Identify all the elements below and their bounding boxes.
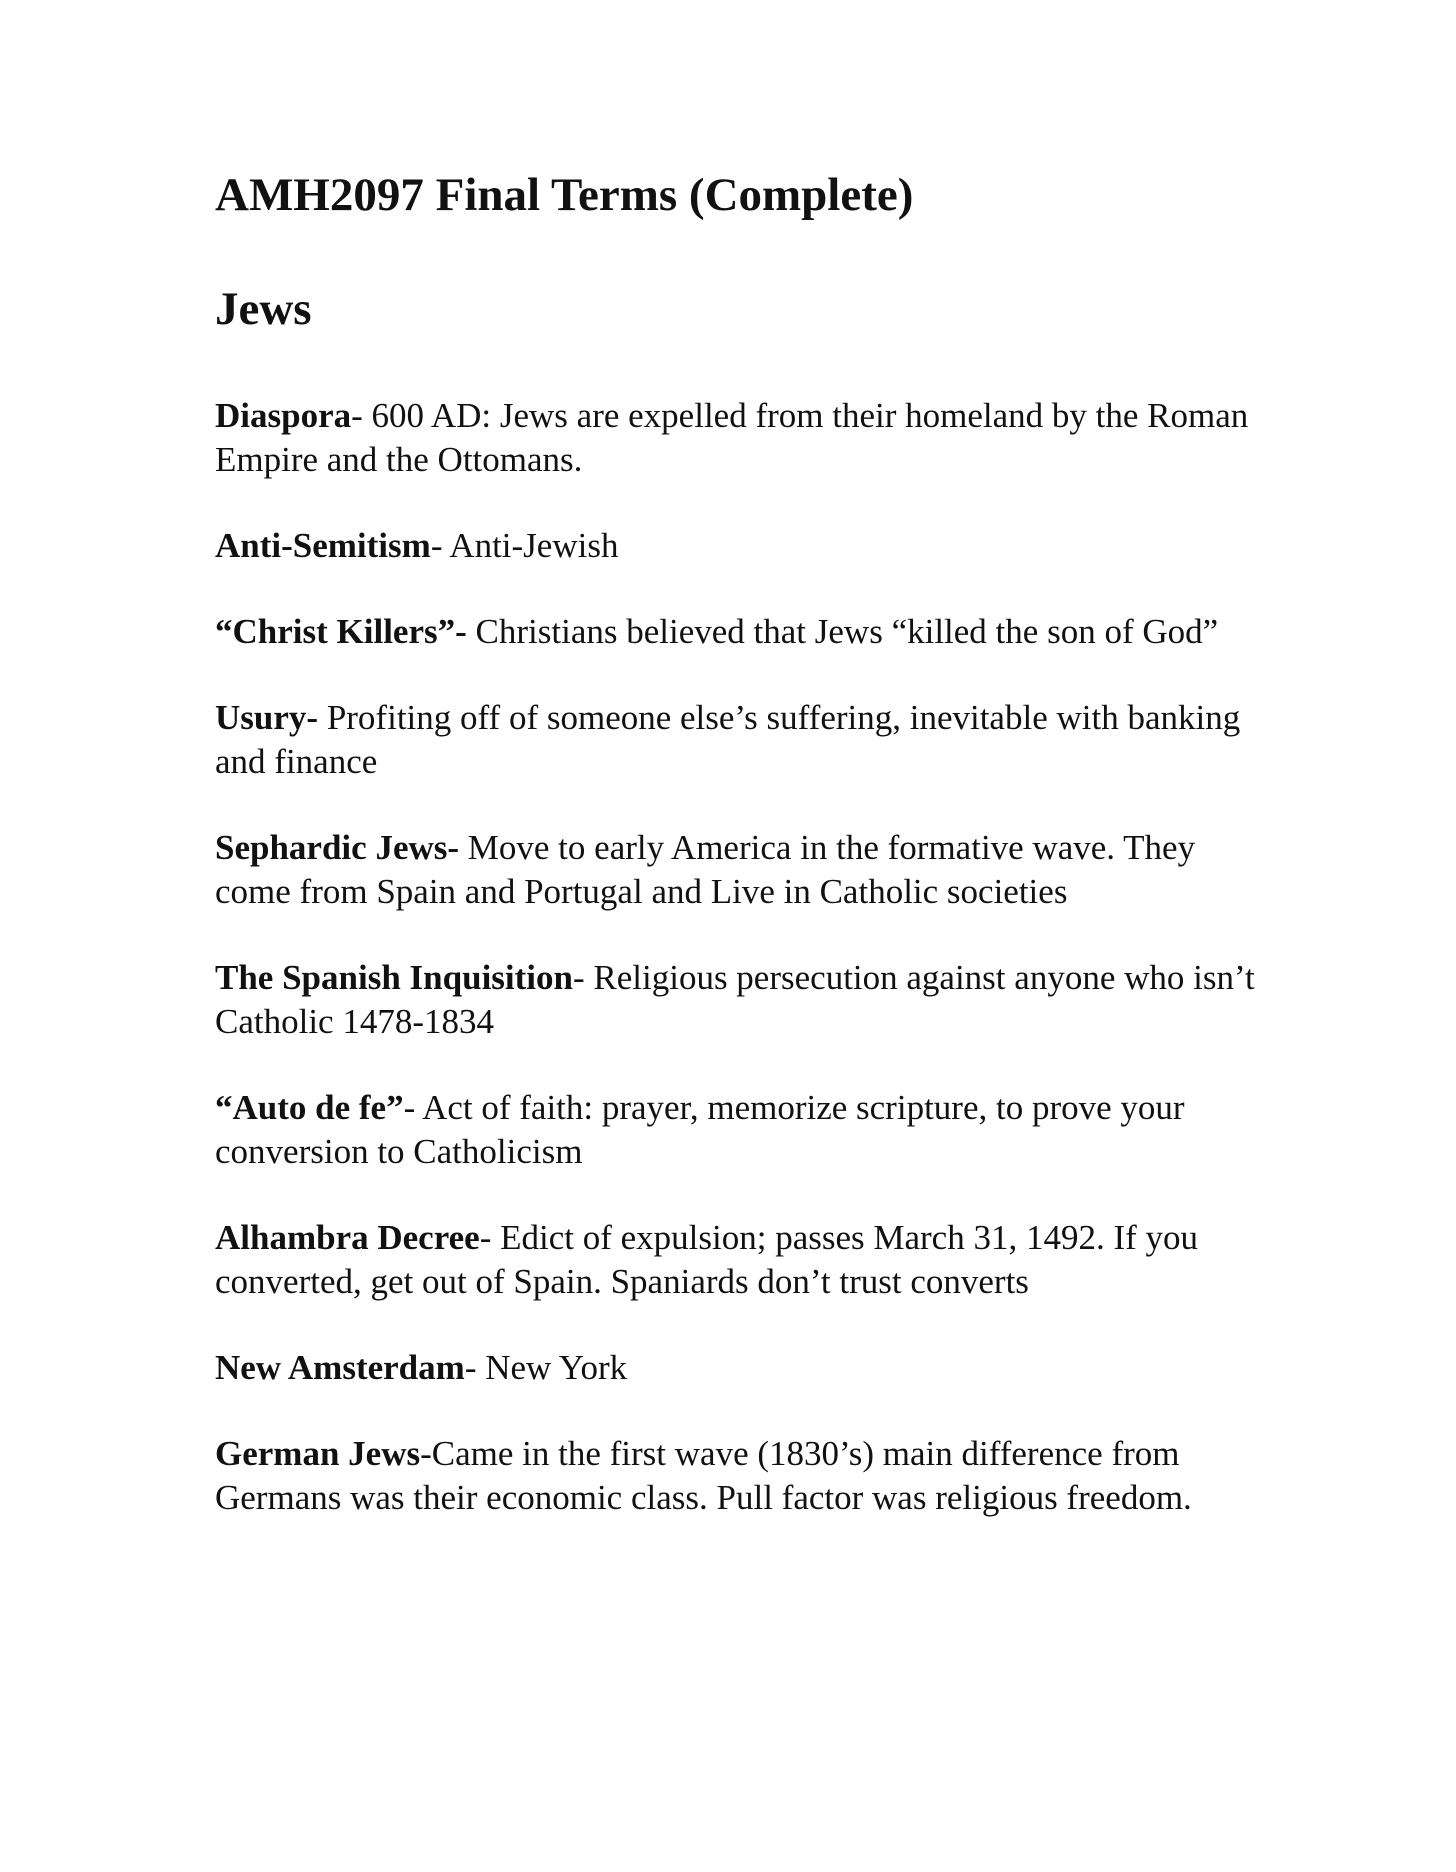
term-definition: - Religious persecution against anyone who isn’t Catholic 1478-1834 [215, 958, 1255, 1042]
term-entry [215, 1216, 1255, 1304]
document-page [215, 168, 1255, 1562]
term-name: The Spanish Inquisition [215, 958, 573, 998]
term-entry [215, 1346, 1255, 1390]
term-name: Sephardic Jews- [215, 828, 460, 868]
term-entry [215, 610, 1255, 654]
term-name: Alhambra Decree [215, 1218, 480, 1258]
term-name: Usury- [215, 698, 319, 738]
term-name: New Amsterdam [215, 1348, 465, 1388]
term-definition: -Came in the first wave (1830’s) main difference from Germans was their economic class. Pull factor was religious freedom. [215, 1434, 1192, 1518]
term-definition: - Anti-Jewish [430, 526, 619, 566]
term-name: “Auto de fe” [215, 1088, 404, 1128]
term-entry [215, 956, 1255, 1044]
term-name: Anti-Semitism [215, 526, 431, 566]
term-definition: Christians believed that Jews “killed the son of God” [466, 612, 1219, 652]
term-name: Diaspora [215, 396, 352, 436]
term-entry [215, 1086, 1255, 1174]
document-title: AMH2097 Final Terms (Complete) [215, 169, 914, 221]
term-entry [215, 1432, 1255, 1520]
term-name: German Jews [215, 1434, 421, 1474]
term-definition: Profiting off of someone else’s suffering, inevitable with banking and finance [215, 698, 1241, 782]
term-entry [215, 826, 1255, 914]
term-definition: - 600 AD: Jews are expelled from their homeland by the Roman Empire and the Ottomans. [215, 396, 1249, 480]
term-entry [215, 524, 1255, 568]
section-title: Jews [215, 283, 312, 336]
term-definition: - Act of faith: prayer, memorize scripture, to prove your conversion to Catholicism [215, 1088, 1185, 1172]
term-definition: - Edict of expulsion; passes March 31, 1492. If you converted, get out of Spain. Spaniards don’t trust converts [215, 1218, 1199, 1302]
term-entry [215, 696, 1255, 784]
term-definition: Move to early America in the formative wave. They come from Spain and Portugal and Live in Catholic societies [215, 828, 1196, 912]
term-name: “Christ Killers”- [215, 612, 467, 652]
terms-list [215, 394, 1255, 1520]
term-definition: - New York [464, 1348, 628, 1388]
term-entry [215, 394, 1255, 482]
